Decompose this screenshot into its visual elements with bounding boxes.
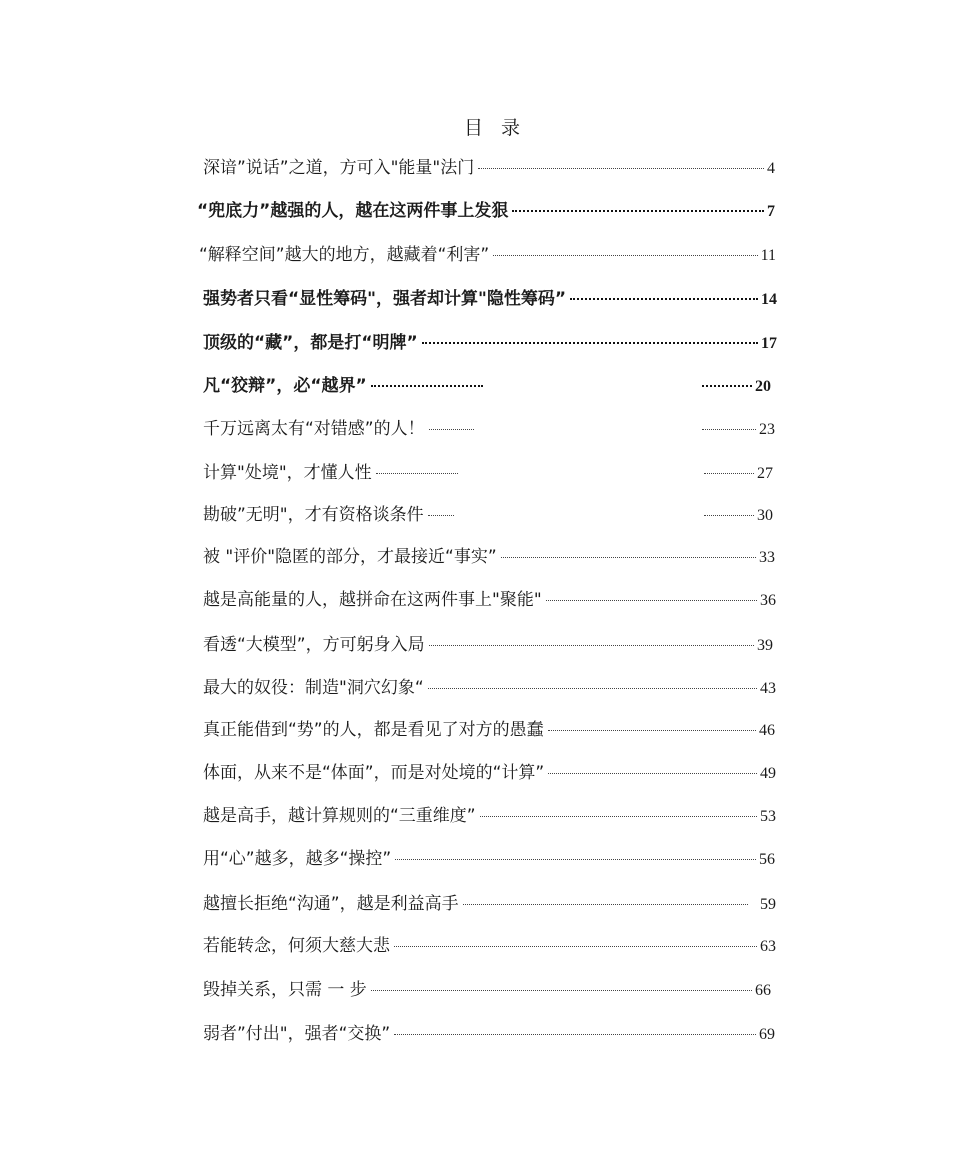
toc-entry-label: 深谙”说话”之道，方可入"能量"法门 xyxy=(203,158,475,178)
toc-entry-label: “解释空间”越大的地方，越藏着“利害” xyxy=(199,245,490,265)
dot-leader xyxy=(371,990,752,991)
dot-leader xyxy=(501,557,756,558)
dot-leader xyxy=(493,255,757,256)
dot-leader xyxy=(478,168,764,169)
toc-entry[interactable] xyxy=(203,677,776,700)
dot-leader xyxy=(548,773,757,774)
toc-entry[interactable] xyxy=(203,935,776,958)
toc-entry-page: 53 xyxy=(760,808,776,825)
toc-entry-label: 顶级的“藏”，都是打“明牌” xyxy=(203,333,418,353)
toc-entry-label: 看透“大模型”，方可躬身入局 xyxy=(203,635,425,655)
toc-entry-page: 4 xyxy=(767,160,775,177)
toc-entry-page: 7 xyxy=(767,203,775,220)
toc-entry-label: 凡“狡辩”，必“越界” xyxy=(203,376,367,396)
dot-leader xyxy=(376,473,458,474)
toc-entry-page: 33 xyxy=(759,549,775,566)
toc-entry-label: 用“心”越多，越多“操控” xyxy=(203,849,392,869)
dot-leader xyxy=(463,904,748,905)
dot-leader xyxy=(570,298,758,300)
toc-entry-page: 23 xyxy=(759,421,775,438)
toc-entry[interactable] xyxy=(203,805,776,828)
toc-entry-label: 越擅长拒绝“沟通”，越是利益高手 xyxy=(203,894,459,914)
toc-entry[interactable] xyxy=(197,200,775,223)
dot-leader xyxy=(704,515,754,516)
toc-entry-label: 被 "评价"隐匿的部分，才最接近“事实” xyxy=(203,547,497,567)
dot-leader xyxy=(480,816,757,817)
toc-title: 目 录 xyxy=(463,117,527,139)
dot-leader xyxy=(394,946,757,947)
toc-entry[interactable] xyxy=(203,979,771,1002)
toc-entry-label: 真正能借到“势”的人，都是看见了对方的愚蠢 xyxy=(203,720,544,740)
dot-leader xyxy=(428,688,757,689)
dot-leader xyxy=(422,342,758,344)
toc-entry-label: 勘破”无明"，才有资格谈条件 xyxy=(203,505,424,525)
toc-entry[interactable] xyxy=(203,504,773,527)
toc-entry-page: 39 xyxy=(757,637,773,654)
dot-leader xyxy=(702,385,752,387)
toc-entry-page: 30 xyxy=(757,507,773,524)
toc-entry-page: 69 xyxy=(759,1026,775,1043)
toc-entry[interactable] xyxy=(203,375,771,398)
toc-entry-label: 体面，从来不是“体面”，而是对处境的“计算” xyxy=(203,763,545,783)
toc-entry-label: 最大的奴役：制造"洞穴幻象“ xyxy=(203,678,424,698)
toc-entry-label: 计算"处境"，才懂人性 xyxy=(203,463,372,483)
toc-entry-page: 14 xyxy=(761,291,777,308)
toc-entry-page: 56 xyxy=(759,851,775,868)
toc-entry-page: 36 xyxy=(760,592,776,609)
toc-entry-page: 17 xyxy=(761,335,777,352)
dot-leader xyxy=(512,210,764,212)
dot-leader xyxy=(548,730,756,731)
toc-entry-label: “兜底力”越强的人，越在这两件事上发狠 xyxy=(197,201,509,221)
dot-leader xyxy=(702,429,756,430)
dot-leader xyxy=(429,645,754,646)
toc-entry-page: 63 xyxy=(760,938,776,955)
toc-entry[interactable] xyxy=(203,719,775,742)
dot-leader xyxy=(546,600,757,601)
toc-entry[interactable] xyxy=(203,157,775,180)
toc-entry[interactable] xyxy=(203,288,777,311)
toc-entry[interactable] xyxy=(203,634,773,657)
toc-entry-label: 若能转念，何须大慈大悲 xyxy=(203,936,390,956)
dot-leader xyxy=(394,1034,756,1035)
toc-entry-label: 越是高能量的人，越拼命在这两件事上"聚能" xyxy=(203,590,542,610)
toc-entry[interactable] xyxy=(203,762,776,785)
dot-leader xyxy=(395,859,756,860)
toc-entry[interactable] xyxy=(203,589,776,612)
toc-entry-page: 20 xyxy=(755,378,771,395)
toc-entry-page: 43 xyxy=(760,680,776,697)
toc-entry-label: 强势者只看“显性筹码"，强者却计算"隐性筹码” xyxy=(203,289,567,309)
dot-leader xyxy=(428,515,454,516)
toc-entry[interactable] xyxy=(203,546,775,569)
dot-leader xyxy=(429,429,474,430)
toc-entry-page: 46 xyxy=(759,722,775,739)
dot-leader xyxy=(371,385,483,387)
toc-entry-page: 59 xyxy=(760,896,776,913)
toc-entry-page: 66 xyxy=(755,982,771,999)
toc-entry[interactable] xyxy=(203,1023,775,1046)
toc-entry-page: 27 xyxy=(757,465,773,482)
toc-entry[interactable] xyxy=(199,244,776,267)
dot-leader xyxy=(704,473,754,474)
toc-entry-page: 11 xyxy=(760,247,776,264)
toc-entry-label: 越是高手，越计算规则的“三重维度” xyxy=(203,806,476,826)
toc-entry[interactable] xyxy=(203,418,775,441)
toc-entry-label: 毁掉关系，只需 一 步 xyxy=(203,980,367,1000)
toc-entry[interactable] xyxy=(203,332,777,355)
toc-entry[interactable] xyxy=(203,848,775,871)
toc-entry-page: 49 xyxy=(760,765,776,782)
toc-entry-label: 千万远离太有“对错感”的人！ xyxy=(203,419,425,439)
toc-entry[interactable] xyxy=(203,893,776,916)
toc-entry-label: 弱者”付出"，强者“交换” xyxy=(203,1024,391,1044)
toc-entry[interactable] xyxy=(203,462,773,485)
